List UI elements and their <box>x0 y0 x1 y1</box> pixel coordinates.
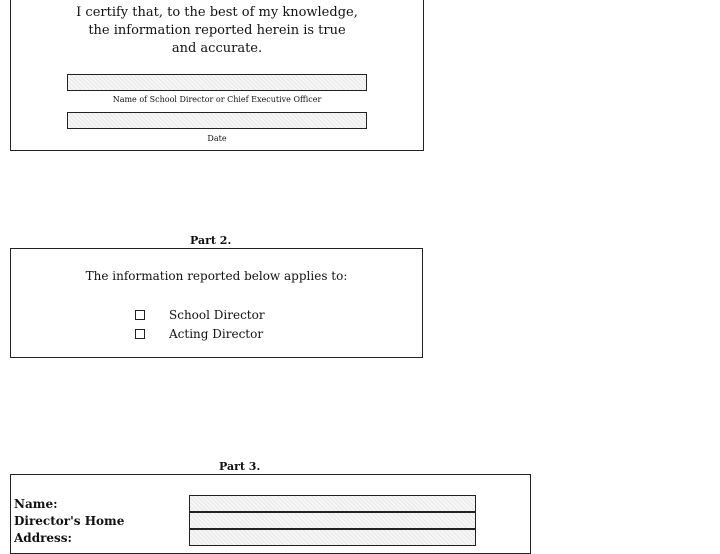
acting-director-checkbox[interactable] <box>135 329 145 339</box>
date-input[interactable] <box>67 112 367 129</box>
certification-line-2: the information reported herein is true <box>88 23 346 38</box>
director-name-label: Name of School Director or Chief Executive Officer <box>112 95 322 104</box>
school-director-label: School Director <box>169 308 265 322</box>
address-label: Address: <box>14 531 72 545</box>
part3-box <box>10 474 531 554</box>
part2-title: Part 2. <box>190 234 232 247</box>
name-label: Name: <box>14 497 58 511</box>
option-school-director[interactable] <box>135 308 265 322</box>
home-address-field-1[interactable] <box>189 512 476 529</box>
home-address-label: Director's Home <box>14 514 125 528</box>
director-name-input[interactable] <box>67 74 367 91</box>
home-address-field-2[interactable] <box>189 529 476 546</box>
director-name-field[interactable] <box>189 495 476 512</box>
certification-box <box>10 0 424 151</box>
part2-lead-text: The information reported below applies to: <box>85 269 348 283</box>
date-label: Date <box>207 134 227 143</box>
school-director-checkbox[interactable] <box>135 310 145 320</box>
acting-director-label: Acting Director <box>169 327 264 341</box>
option-acting-director[interactable] <box>135 327 263 341</box>
certification-line-1: I certify that, to the best of my knowledge, <box>76 5 358 20</box>
certification-line-3: and accurate. <box>171 41 263 56</box>
part2-box <box>10 248 423 358</box>
part3-title: Part 3. <box>219 460 261 473</box>
